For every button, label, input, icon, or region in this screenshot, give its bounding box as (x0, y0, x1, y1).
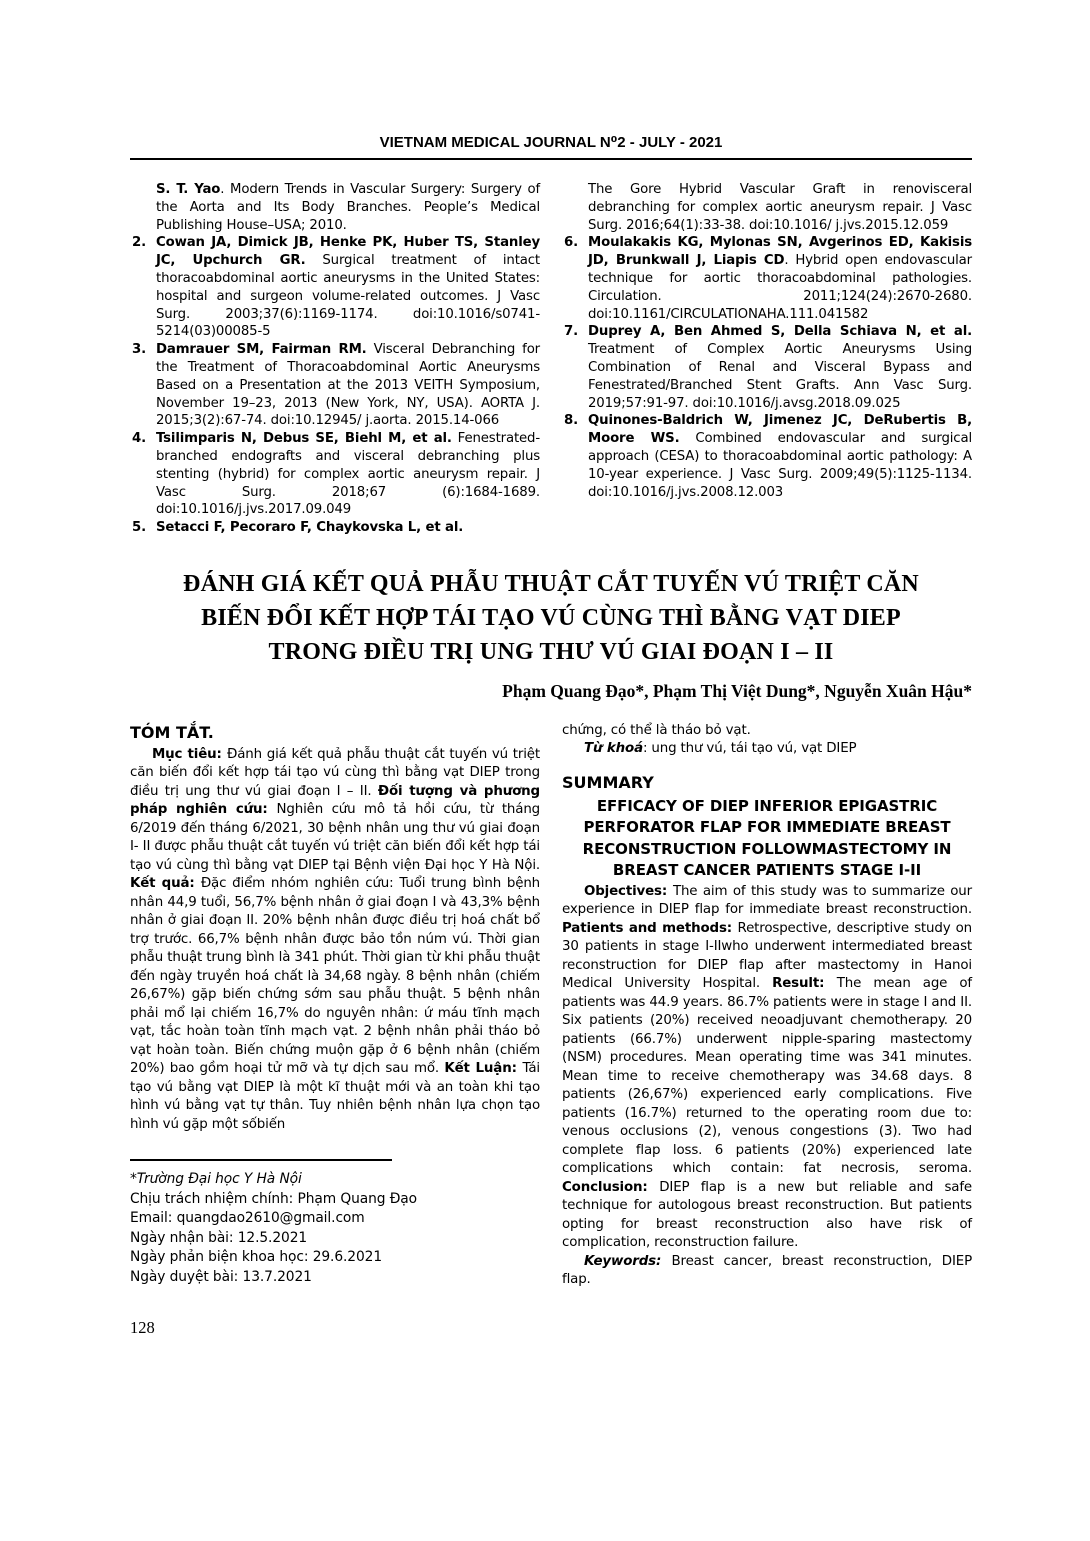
reference-number: 2. (132, 235, 147, 251)
footnote (130, 1159, 540, 1287)
article-title (130, 567, 972, 669)
reference-text: . Hybrid open endovascular technique for aortic thoracoabdominal pathologies. Circulation. 2011;124(24):2670-2680. doi:10.1161/CIRCULATIONAHA.111.041582 (588, 253, 972, 322)
footnote-corresponding: Chịu trách nhiệm chính: Phạm Quang Đạo (130, 1190, 417, 1207)
tom-tat-heading: TÓM TẮT. (130, 722, 214, 742)
reference-text: . Modern Trends in Vascular Surgery: Surgery of the Aorta and Its Body Branches. People’s Medical Publishing House–USA; 2010. (156, 182, 540, 233)
reference-authors: S. T. Yao (156, 182, 221, 197)
reference-item (562, 323, 972, 412)
journal-header: VIETNAM MEDICAL JOURNAL N⁰2 - JULY - 2021 (130, 134, 972, 160)
abstract-left-column (130, 722, 540, 1290)
reference-item (562, 412, 972, 501)
summary-title: EFFICACY OF DIEP INFERIOR EPIGASTRIC PERFORATOR FLAP FOR IMMEDIATE BREAST RECONSTRUCTION FOLLOWMASTECTOMY IN BREAST CANCER PATIENTS STAGE I-II (582, 796, 952, 880)
footnote-rule (130, 1159, 392, 1161)
reference-number: 8. (564, 413, 579, 429)
reference-authors: Setacci F, Pecoraro F, Chaykovska L, et al. (156, 520, 464, 536)
reference-item (130, 234, 540, 341)
reference-number: 4. (132, 431, 147, 447)
footnote-email: Email: quangdao2610@gmail.com (130, 1210, 365, 1227)
abstract-vi-body: Mục tiêu: Đánh giá kết quả phẫu thuật cắt tuyến vú triệt căn biến đổi kết hợp tái tạo vú cùng thì bằng vạt DIEP trong điều trị ung thư vú giai đoạn I – II. Đối tượng và phương pháp nghiên cứu: Nghiên cứu mô tả hồi cứu, từ tháng 6/2019 đến tháng 6/2021, 30 bệnh nhân ung thư vú giai đoạn I- II được phẫu thuật cắt tuyến vú triệt căn biến đổi kết hợp tái tạo vú cùng thì bằng vạt DIEP tại Bệnh viện Đại học Y Hà Nội. Kết quả: Đặc điểm nhóm nghiên cứu: Tuổi trung bình bệnh nhân 44,9 tuổi, 56,7% bệnh nhân ở giai đoạn I và 43,3% bệnh nhân ở giai đoạn II. 20% bệnh nhân được điều trị hoá chất bổ trợ trước. 66,7% bệnh nhân được bảo tồn núm vú. Thời gian phẫu thuật trung bình là 341 phút. Thời gian từ khi phẫu thuật đến ngày truyền hoá chất là 34,68 ngày. 8 bệnh nhân (chiếm 26,67%) gặp biến chứng sớm sau phẫu thuật. 5 bệnh nhân phải mổ lại chiếm 16,7% do nguyên nhân: ứ máu tĩnh mạch vạt, tắc hoàn toàn tĩnh mạch vạt. 2 bệnh nhân phải tháo bỏ vạt hoàn toàn. Biến chứng muộn gặp ở 6 bệnh nhân (chiếm 20%) bao gồm hoại tử mỡ và tự dịch sau mổ. Kết Luận: Tái tạo vú bằng vạt DIEP là một kĩ thuật mới và an toàn khi tạo hình vú bằng vạt tự thân. Tuy nhiên bệnh nhân lựa chọn tạo hình vú gặp một sốbiến (130, 746, 540, 1132)
abstract-right-column (562, 722, 972, 1290)
footnote-accepted-date: Ngày duyệt bài: 13.7.2021 (130, 1268, 312, 1285)
footnote-received-date: Ngày nhận bài: 12.5.2021 (130, 1229, 308, 1246)
reference-item (130, 430, 540, 519)
reference-item (130, 341, 540, 430)
reference-number: 7. (564, 324, 579, 340)
reference-item (130, 519, 540, 537)
footnote-affiliation: *Trường Đại học Y Hà Nội (130, 1170, 302, 1187)
reference-text: Treatment of Complex Aortic Aneurysms Using Combination of Renal and Visceral Bypass and Fenestrated/Branched Stent Grafts. Ann Vasc Surg. 2019;57:91-97. doi:10.1016/j.avsg.2018.09.025 (588, 342, 972, 411)
reference-number: 5. (132, 520, 147, 536)
keywords-vi: Từ khoá: ung thư vú, tái tạo vú, vạt DIEP (584, 741, 857, 757)
reference-item (562, 234, 972, 323)
reference-authors: Cowan JA, Dimick JB, Henke PK, Huber TS, Stanley JC, Upchurch GR. (156, 235, 540, 269)
article-title-line: TRONG ĐIỀU TRỊ UNG THƯ VÚ GIAI ĐOẠN I – II (268, 638, 834, 665)
article-title-line: ĐÁNH GIÁ KẾT QUẢ PHẪU THUẬT CẮT TUYẾN VÚ TRIỆT CĂN (183, 570, 919, 597)
reference-authors: Moulakakis KG, Mylonas SN, Avgerinos ED, Kakisis JD, Brunkwall J, Liapis CD (588, 235, 972, 269)
authors-line: Phạm Quang Đạo*, Phạm Thị Việt Dung*, Nguyễn Xuân Hậu* (502, 680, 972, 701)
reference-text: Combined endovascular and surgical approach (CESA) to thoracoabdominal aortic pathology: A 10-year experience. J Vasc Surg. 2009;49(5):1125-1134. doi:10.1016/j.jvs.2008.12.003 (588, 431, 972, 500)
reference-text: Surgical treatment of intact thoracoabdominal aortic aneurysms in the United States: hospital and surgeon volume-related outcomes. J Vasc Surg. 2003;37(6):1169-1174. doi:10.1016/s0741-5214(03)00085-5 (156, 253, 540, 340)
reference-authors: Damrauer SM, Fairman RM. (156, 342, 367, 358)
page-number: 128 (130, 1317, 155, 1337)
references-right-column (562, 181, 972, 537)
reference-number: 6. (564, 235, 579, 251)
reference-authors: Duprey A, Ben Ahmed S, Della Schiava N, et al. (588, 324, 972, 340)
references-left-column (130, 181, 540, 537)
reference-number: 3. (132, 342, 147, 358)
reference-text: Visceral Debranching for the Treatment of Thoracoabdominal Aortic Aneurysms Based on a Presentation at the 2013 VEITH Symposium, November 19–23, 2013 (New York, NY, USA). AORTA J. 2015;3(2):67-74. doi:10.12945/ j.aorta. 2015.14-066 (156, 342, 540, 429)
reference-item (562, 181, 972, 234)
keywords-en: Keywords: Breast cancer, breast reconstruction, DIEP flap. (562, 1253, 973, 1288)
references-section (130, 181, 972, 537)
reference-authors: Tsilimparis N, Debus SE, Biehl M, et al. (156, 431, 452, 447)
reference-item (130, 181, 540, 234)
reference-text: Fenestrated-branched endografts and visceral debranching plus stenting (hybrid) for complex aortic aneurysm repair. J Vasc Surg. 2018;67 (6):1684-1689. doi:10.1016/j.jvs.2017.09.049 (156, 431, 540, 518)
reference-authors: Quinones-Baldrich W, Jimenez JC, DeRubertis B, Moore WS. (588, 413, 972, 447)
summary-heading: SUMMARY (562, 772, 654, 792)
reference-text: The Gore Hybrid Vascular Graft in renovisceral debranching for complex aortic aneurysm repair. J Vasc Surg. 2016;64(1):33-38. doi:10.1016/ j.jvs.2015.12.059 (588, 182, 972, 233)
abstract-en-body: Objectives: The aim of this study was to summarize our experience in DIEP flap for immediate breast reconstruction. Patients and methods: Retrospective, descriptive study on 30 patients in stage I-IIwho underwent intermediated breast reconstruction for DIEP flap after mastectomy in Hanoi Medical University Hospital. Result: The mean age of patients was 44.9 years. 86.7% patients were in stage I and II. Six patients (20%) received neoadjuvant chemotherapy. 20 patients (66.7%) underwent nipple-sparing mastectomy (NSM) procedures. Mean operating time was 341 minutes. Mean time to receive chemotherapy was 34.68 days. 8 patients (26,67%) experienced early complications. Five patients (16.7%) returned to the operating room due to: venous occlusions (2), venous congestions (3). Two had complete flap loss. 6 patients (20%) experienced late complications which contain: fat necrosis, seroma. Conclusion: DIEP flap is a new but reliable and safe technique for autologous breast reconstruction. But patients opting for breast reconstruction also have risk of complication, reconstruction failure. (562, 883, 972, 1251)
footnote-review-date: Ngày phản biện khoa học: 29.6.2021 (130, 1249, 383, 1266)
abstract-section (130, 722, 972, 1290)
article-title-line: BIẾN ĐỔI KẾT HỢP TÁI TẠO VÚ CÙNG THÌ BẰNG VẠT DIEP (201, 604, 901, 631)
abstract-vi-continuation: chứng, có thể là tháo bỏ vạt. (562, 722, 751, 738)
